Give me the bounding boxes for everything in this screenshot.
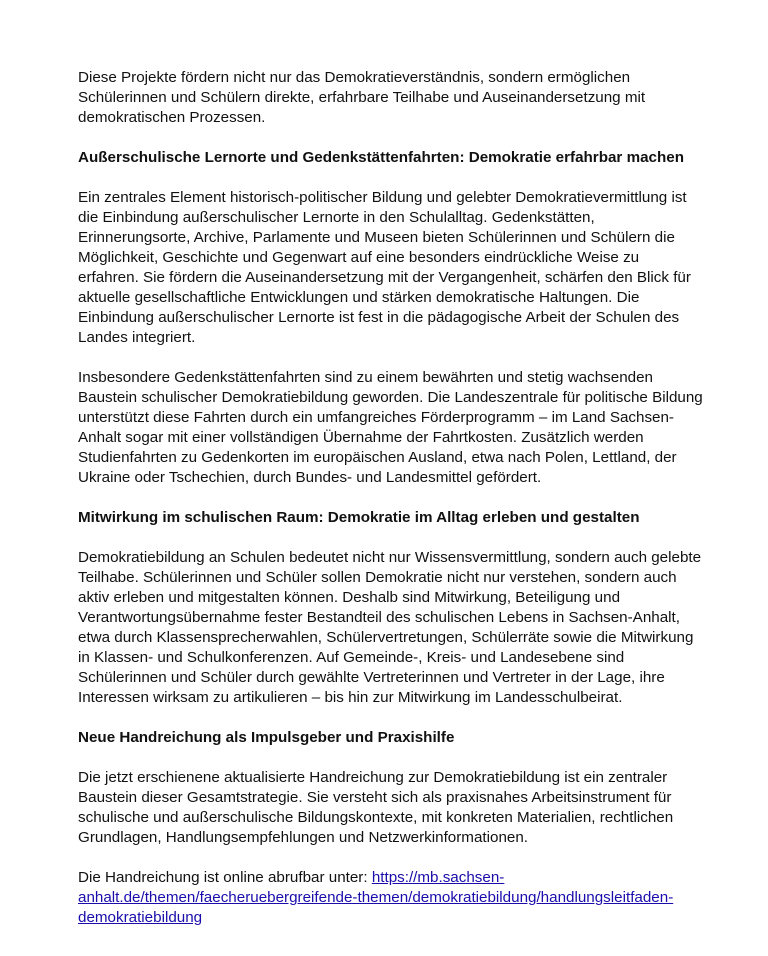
text-line: Grundlagen, Handlungsempfehlungen und Netzwerkinformationen.	[78, 829, 529, 846]
text-line: Anhalt sogar mit einer vollständigen Übernahme der Fahrtkosten. Zusätzlich werden	[78, 429, 644, 446]
section-heading-lernorte: Außerschulische Lernorte und Gedenkstättenfahrten: Demokratie erfahrbar machen	[78, 149, 684, 166]
text-line: unterstützt diese Fahrten durch ein umfangreiches Förderprogramm – im Land Sachsen-	[78, 409, 674, 426]
text-line: Diese Projekte fördern nicht nur das Demokratieverständnis, sondern ermöglichen	[78, 69, 631, 86]
text-line: Baustein dieser Gesamtstrategie. Sie versteht sich als praxisnahes Arbeitsinstrument für	[78, 789, 672, 806]
paragraph-gedenkstaettenfahrten	[78, 368, 703, 488]
text-line	[78, 868, 698, 888]
text-line: die Einbindung außerschulischer Lernorte in den Schulalltag. Gedenkstätten,	[78, 209, 595, 226]
intro-paragraph	[78, 68, 698, 128]
text-line: Interessen wirksam zu artikulieren – bis hin zur Mitwirkung im Landesschulbeirat.	[78, 689, 623, 706]
text-line: Insbesondere Gedenkstättenfahrten sind zu einem bewährten und stetig wachsenden	[78, 369, 653, 386]
text-line: Ukraine oder Tschechien, durch Bundes- und Landesmittel gefördert.	[78, 469, 542, 486]
text-line: in Klassen- und Schulkonferenzen. Auf Gemeinde-, Kreis- und Landesebene sind	[78, 649, 625, 666]
text-line: Schülerinnen und Schülern direkte, erfahrbare Teilhabe und Auseinandersetzung mit	[78, 89, 646, 106]
text-line: Studienfahrten zu Gedenkorten im europäischen Ausland, etwa nach Polen, Lettland, der	[78, 449, 677, 466]
text-line: schulische und außerschulische Bildungskontexte, mit konkreten Materialien, rechtlichen	[78, 809, 674, 826]
text-line	[78, 888, 698, 908]
handreichung-link[interactable]: https://mb.sachsen-	[371, 869, 505, 886]
text-line: Demokratiebildung an Schulen bedeutet nicht nur Wissensvermittlung, sondern auch gelebte	[78, 549, 702, 566]
online-prefix-text: Die Handreichung ist online abrufbar unter:	[78, 869, 372, 886]
handreichung-link[interactable]: demokratiebildung	[78, 909, 203, 926]
section-heading-handreichung: Neue Handreichung als Impulsgeber und Praxishilfe	[78, 729, 455, 746]
text-line: Die jetzt erschienene aktualisierte Handreichung zur Demokratiebildung ist ein zentraler	[78, 769, 668, 786]
text-line: aktuelle gesellschaftliche Entwicklungen und stärken demokratische Haltungen. Die	[78, 289, 640, 306]
text-line: aktiv erleben und mitgestalten können. Deshalb sind Mitwirkung, Beteiligung und	[78, 589, 621, 606]
text-line: etwa durch Klassensprecherwahlen, Schülervertretungen, Schülerräte sowie die Mitwirkung	[78, 629, 694, 646]
text-line: Schülerinnen und Schüler durch gewählte Vertreterinnen und Vertreter in der Lage, ihre	[78, 669, 665, 686]
section-heading-mitwirkung: Mitwirkung im schulischen Raum: Demokratie im Alltag erleben und gestalten	[78, 509, 640, 526]
text-line: Ein zentrales Element historisch-politischer Bildung und gelebter Demokratievermittlung ist	[78, 189, 687, 206]
text-line: Möglichkeit, Geschichte und Gegenwart auf eine besonders eindrückliche Weise zu	[78, 249, 640, 266]
document-page	[78, 68, 703, 948]
text-line: demokratischen Prozessen.	[78, 109, 266, 126]
text-line: Verantwortungsübernahme fester Bestandteil des schulischen Lebens in Sachsen-Anhalt,	[78, 609, 680, 626]
paragraph-handreichung	[78, 768, 698, 848]
paragraph-lernorte	[78, 188, 698, 348]
text-line: Einbindung außerschulischer Lernorte ist fest in die pädagogische Arbeit der Schulen des	[78, 309, 680, 326]
text-line	[78, 908, 698, 928]
text-line: Erinnerungsorte, Archive, Parlamente und Museen bieten Schülerinnen und Schülern die	[78, 229, 675, 246]
text-line: Landes integriert.	[78, 329, 196, 346]
text-line: erfahren. Sie fördern die Auseinandersetzung mit der Vergangenheit, schärfen den Blick für	[78, 269, 691, 286]
handreichung-link[interactable]: anhalt.de/themen/faecheruebergreifende-themen/demokratiebildung/handlungsleitfaden-	[78, 889, 674, 906]
text-line: Baustein schulischer Demokratiebildung geworden. Die Landeszentrale für politische Bildung	[78, 389, 703, 406]
text-line: Teilhabe. Schülerinnen und Schüler sollen Demokratie nicht nur verstehen, sondern auch	[78, 569, 677, 586]
online-availability-paragraph	[78, 868, 698, 928]
paragraph-mitwirkung	[78, 548, 702, 708]
